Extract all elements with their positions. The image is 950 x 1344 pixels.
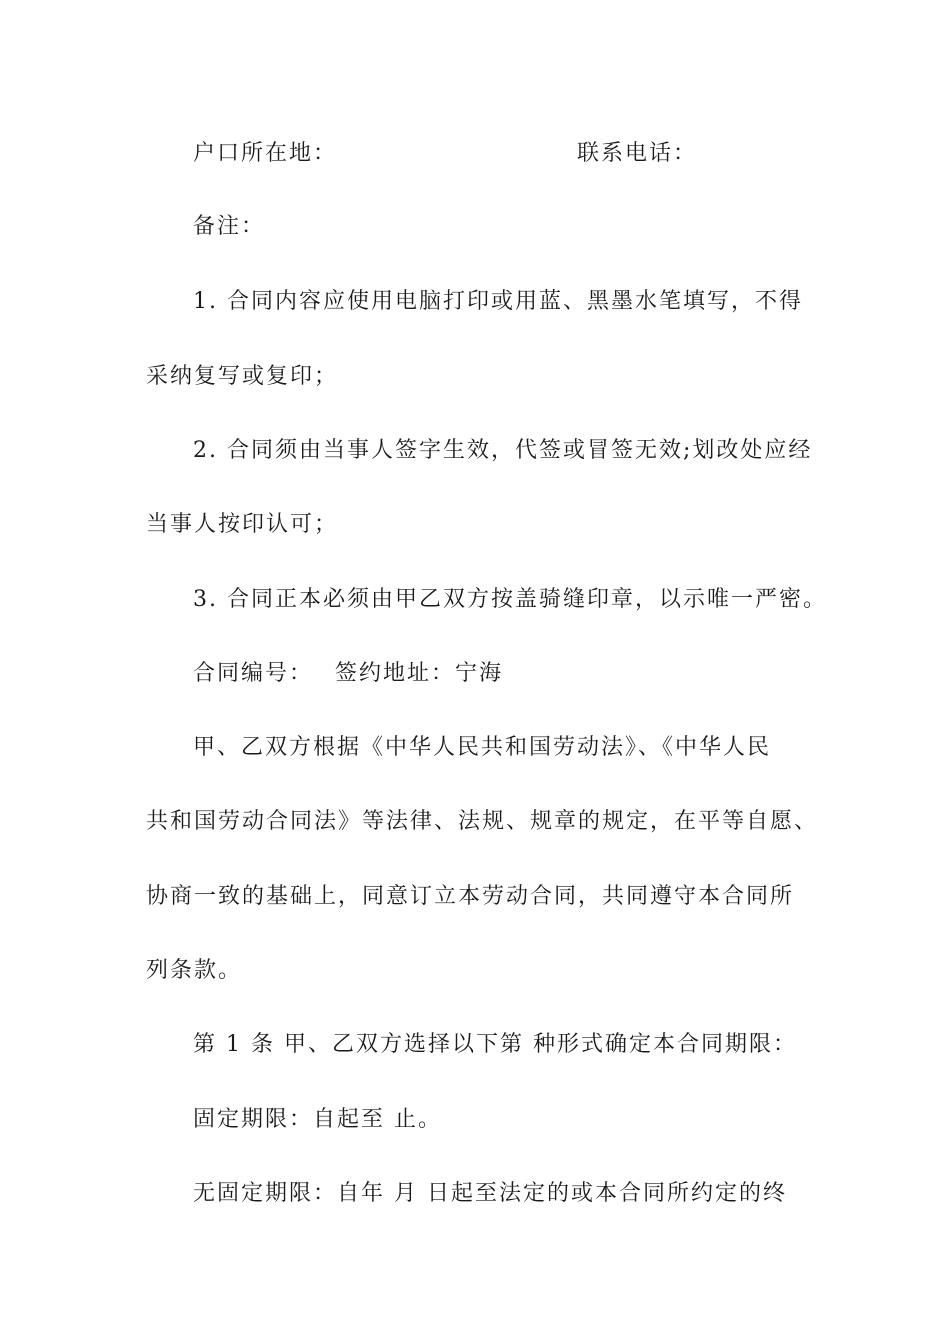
note-item-1-line-1: 1. 合同内容应使用电脑打印或用蓝、黑墨水笔填写，不得 bbox=[193, 289, 803, 314]
preamble-line-4: 列条款。 bbox=[146, 958, 243, 983]
note-item-1-line-2: 采纳复写或复印； bbox=[146, 364, 339, 389]
article-1-open-term: 无固定期限：自年 月 日起至法定的或本合同所约定的终 bbox=[193, 1181, 787, 1206]
phone-field bbox=[577, 139, 697, 169]
contract-meta-row bbox=[193, 659, 503, 689]
preamble-line-1: 甲、乙双方根据《中华人民共和国劳动法》、《中华人民 bbox=[193, 735, 772, 760]
sign-address: 签约地址：宁海 bbox=[335, 661, 504, 686]
contract-number-label: 合同编号： bbox=[193, 661, 314, 686]
article-1-fixed-term: 固定期限：自起至 止。 bbox=[193, 1107, 442, 1132]
note-item-2-line-1: 2. 合同须由当事人签字生效，代签或冒签无效;划改处应经 bbox=[193, 438, 813, 463]
preamble-line-2: 共和国劳动合同法》等法律、法规、规章的规定，在平等自愿、 bbox=[146, 809, 819, 834]
hukou-label: 户口所在地： bbox=[193, 141, 338, 166]
article-1-heading: 第 1 条 甲、乙双方选择以下第 种形式确定本合同期限： bbox=[193, 1032, 797, 1057]
note-item-3: 3. 合同正本必须由甲乙双方按盖骑缝印章，以示唯一严密。 bbox=[193, 587, 827, 612]
note-item-2-line-2: 当事人按印认可； bbox=[146, 512, 339, 537]
phone-label: 联系电话： bbox=[577, 141, 698, 166]
preamble-line-3: 协商一致的基础上，同意订立本劳动合同，共同遵守本合同所 bbox=[146, 884, 795, 909]
notes-title: 备注： bbox=[193, 214, 266, 239]
header-fields-row bbox=[193, 139, 337, 169]
